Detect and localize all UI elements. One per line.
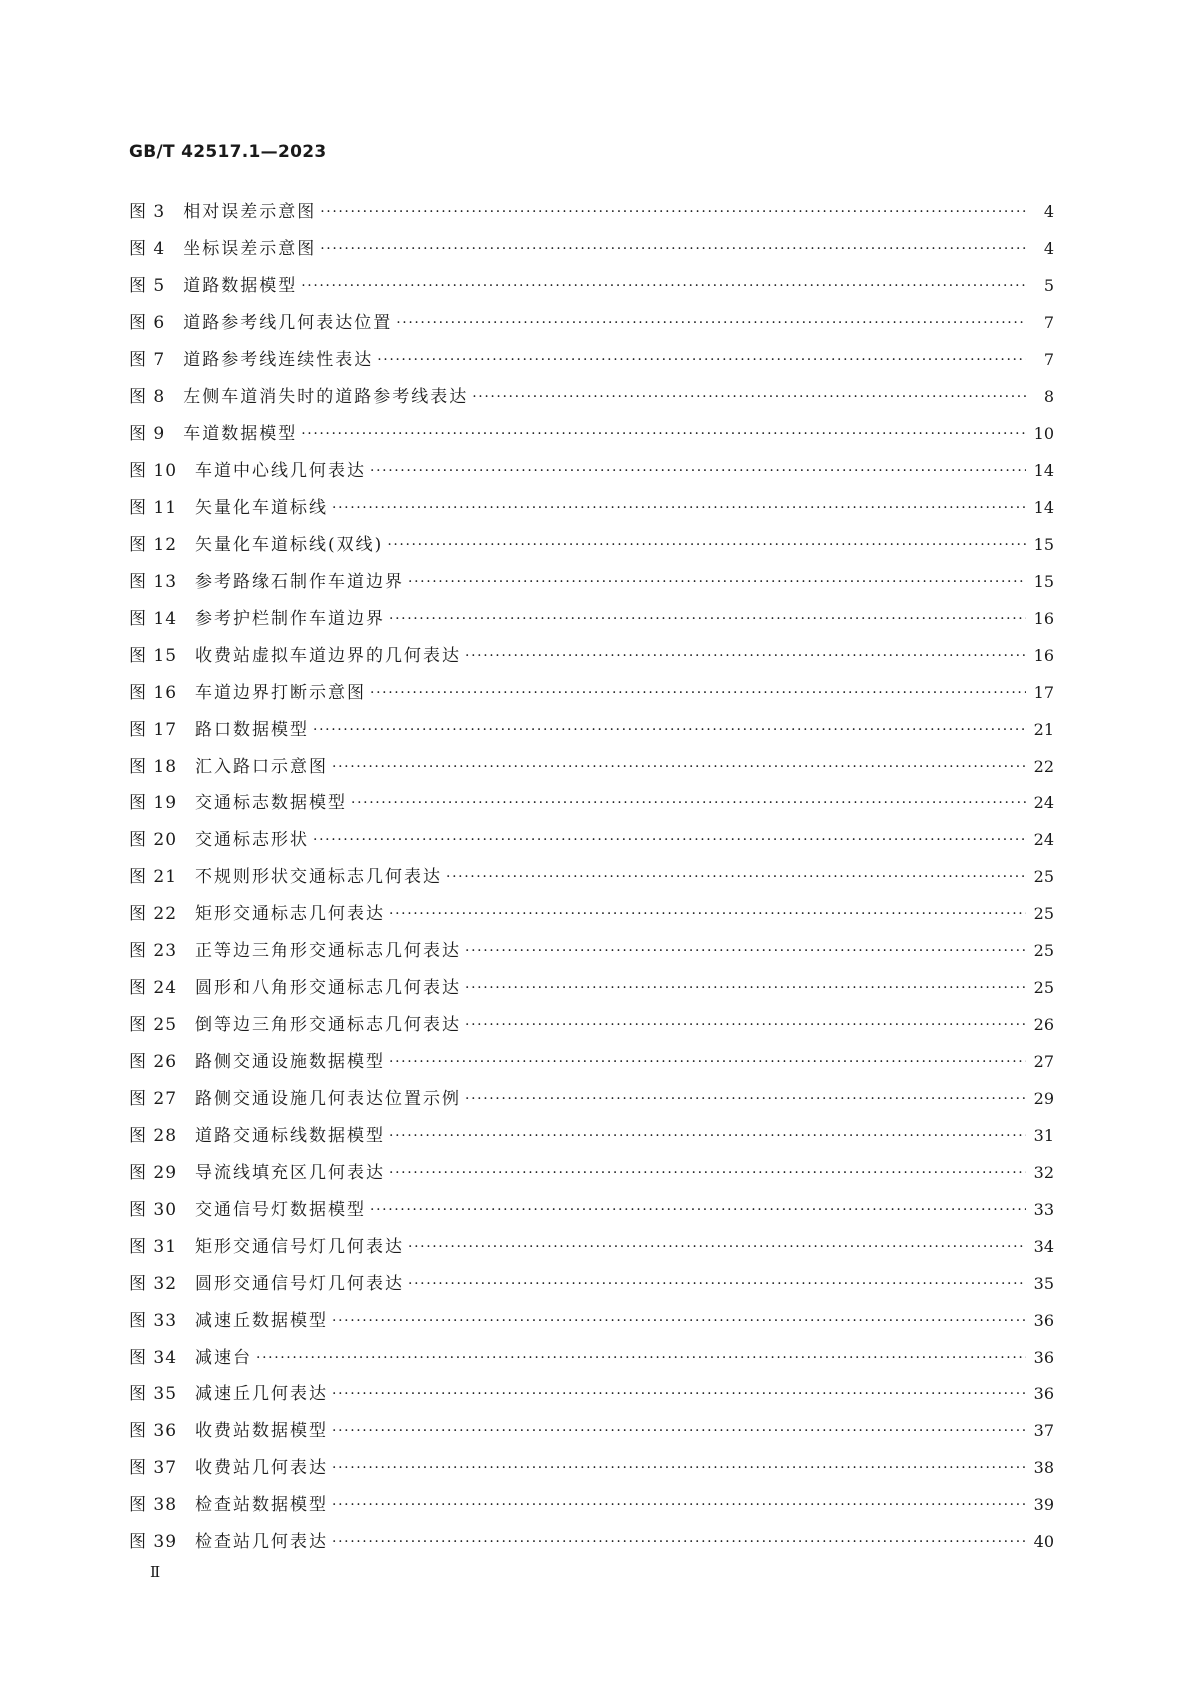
figure-number: 图 37: [129, 1458, 178, 1479]
dot-leader: [446, 867, 1026, 887]
toc-entry[interactable]: [129, 896, 1054, 933]
figure-number: 图 35: [129, 1384, 178, 1405]
dot-leader: [370, 1200, 1026, 1220]
toc-entry[interactable]: [129, 748, 1054, 785]
toc-entry[interactable]: [129, 1117, 1054, 1154]
page-number: 34: [1033, 1236, 1054, 1256]
figure-title: 坐标误差示意图: [183, 239, 317, 260]
figure-title: 道路数据模型: [183, 276, 298, 297]
figure-title: 道路参考线连续性表达: [183, 350, 374, 371]
figure-number: 图 32: [129, 1273, 178, 1294]
figure-number: 图 8: [129, 387, 166, 408]
figure-number: 图 39: [129, 1532, 178, 1553]
figure-number: 图 9: [129, 424, 166, 445]
figure-number: 图 17: [129, 719, 178, 740]
toc-entry[interactable]: [129, 1154, 1054, 1191]
figure-title: 收费站几何表达: [195, 1458, 329, 1479]
toc-entry[interactable]: [129, 822, 1054, 859]
page-number: 15: [1033, 534, 1054, 554]
figure-title: 圆形和八角形交通标志几何表达: [195, 978, 462, 999]
toc-entry[interactable]: [129, 1524, 1054, 1561]
page-number: 35: [1033, 1273, 1054, 1293]
page-number: 14: [1033, 461, 1054, 481]
figure-title: 交通标志数据模型: [195, 793, 348, 814]
dot-leader: [320, 202, 1026, 222]
figure-number: 图 36: [129, 1421, 178, 1442]
figure-number: 图 29: [129, 1162, 178, 1183]
page-number: 36: [1033, 1384, 1054, 1404]
figure-number: 图 23: [129, 941, 178, 962]
page-number: 4: [1043, 202, 1054, 222]
figure-number: 图 16: [129, 682, 178, 703]
figure-title: 参考护栏制作车道边界: [195, 608, 386, 629]
page-number: 25: [1033, 978, 1054, 998]
page-number: 26: [1033, 1015, 1054, 1035]
figure-title: 汇入路口示意图: [195, 756, 329, 777]
figure-number: 图 22: [129, 904, 178, 925]
toc-entry[interactable]: [129, 1339, 1054, 1376]
dot-leader: [313, 830, 1026, 850]
dot-leader: [387, 535, 1026, 555]
page-number: 7: [1043, 350, 1054, 370]
dot-leader: [377, 350, 1026, 370]
page-number: 40: [1033, 1532, 1054, 1552]
figure-title: 路侧交通设施数据模型: [195, 1052, 386, 1073]
toc-entry[interactable]: [129, 1044, 1054, 1081]
dot-leader: [472, 387, 1026, 407]
dot-leader: [389, 1163, 1026, 1183]
toc-entry[interactable]: [129, 194, 1054, 231]
figure-number: 图 14: [129, 608, 178, 629]
figure-number: 图 38: [129, 1495, 178, 1516]
page-number: 25: [1033, 941, 1054, 961]
page-number: 14: [1033, 497, 1054, 517]
toc-entry[interactable]: [129, 600, 1054, 637]
toc-entry[interactable]: [129, 1007, 1054, 1044]
figure-number: 图 25: [129, 1015, 178, 1036]
toc-entry[interactable]: [129, 563, 1054, 600]
dot-leader: [332, 1495, 1026, 1515]
figure-title: 收费站数据模型: [195, 1421, 329, 1442]
page-number: 17: [1033, 682, 1054, 702]
page-number: 5: [1043, 276, 1054, 296]
figure-title: 导流线填充区几何表达: [195, 1162, 386, 1183]
toc-entry[interactable]: [129, 1302, 1054, 1339]
page-number: 7: [1043, 313, 1054, 333]
figure-title: 路侧交通设施几何表达位置示例: [195, 1088, 462, 1109]
dot-leader: [301, 424, 1026, 444]
dot-leader: [396, 313, 1026, 333]
dot-leader: [465, 1089, 1026, 1109]
page-number: 4: [1043, 239, 1054, 259]
figure-title: 检查站几何表达: [195, 1532, 329, 1553]
page-number: 31: [1033, 1125, 1054, 1145]
dot-leader: [320, 239, 1026, 259]
figure-title: 减速台: [195, 1347, 253, 1368]
page-number: 16: [1033, 608, 1054, 628]
toc-entry[interactable]: [129, 490, 1054, 527]
toc-entry[interactable]: [129, 342, 1054, 379]
figure-title: 矢量化车道标线(双线): [195, 534, 384, 555]
page-number: 32: [1033, 1162, 1054, 1182]
page-number: 25: [1033, 904, 1054, 924]
figure-number: 图 27: [129, 1088, 178, 1109]
figure-number: 图 18: [129, 756, 178, 777]
figure-title: 车道中心线几何表达: [195, 461, 367, 482]
figure-title: 检查站数据模型: [195, 1495, 329, 1516]
toc-entry[interactable]: [129, 1191, 1054, 1228]
page-number: 39: [1033, 1495, 1054, 1515]
toc-entry[interactable]: [129, 231, 1054, 268]
figure-title: 矩形交通标志几何表达: [195, 904, 386, 925]
toc-entry[interactable]: [129, 1376, 1054, 1413]
figure-number: 图 20: [129, 830, 178, 851]
figure-number: 图 31: [129, 1236, 178, 1257]
page-number: 15: [1033, 571, 1054, 591]
page-number: 21: [1033, 719, 1054, 739]
page-number: 36: [1033, 1310, 1054, 1330]
figure-number: 图 5: [129, 276, 166, 297]
figure-title: 不规则形状交通标志几何表达: [195, 867, 443, 888]
dot-leader: [351, 793, 1026, 813]
dot-leader: [389, 904, 1026, 924]
toc-entry[interactable]: [129, 785, 1054, 822]
toc-entry[interactable]: [129, 268, 1054, 305]
figure-title: 减速丘数据模型: [195, 1310, 329, 1331]
figure-title: 收费站虚拟车道边界的几何表达: [195, 645, 462, 666]
page-folio: Ⅱ: [150, 1563, 161, 1581]
dot-leader: [389, 1052, 1026, 1072]
page-number: 8: [1043, 387, 1054, 407]
page-number: 27: [1033, 1052, 1054, 1072]
dot-leader: [389, 609, 1026, 629]
figure-number: 图 6: [129, 313, 166, 334]
dot-leader: [465, 1015, 1026, 1035]
toc-entry[interactable]: [129, 416, 1054, 453]
dot-leader: [332, 1458, 1026, 1478]
figure-number: 图 12: [129, 534, 178, 555]
toc-entry[interactable]: [129, 933, 1054, 970]
toc-entry[interactable]: [129, 1265, 1054, 1302]
figure-list: [129, 194, 1054, 1561]
figure-number: 图 33: [129, 1310, 178, 1331]
dot-leader: [370, 683, 1026, 703]
page-number: 29: [1033, 1088, 1054, 1108]
toc-entry[interactable]: [129, 305, 1054, 342]
dot-leader: [256, 1348, 1026, 1368]
toc-entry[interactable]: [129, 1228, 1054, 1265]
dot-leader: [465, 941, 1026, 961]
figure-title: 减速丘几何表达: [195, 1384, 329, 1405]
figure-number: 图 3: [129, 202, 166, 223]
toc-entry[interactable]: [129, 637, 1054, 674]
figure-number: 图 34: [129, 1347, 178, 1368]
figure-title: 矩形交通信号灯几何表达: [195, 1236, 405, 1257]
figure-title: 车道边界打断示意图: [195, 682, 367, 703]
figure-title: 车道数据模型: [183, 424, 298, 445]
page-number: 24: [1033, 793, 1054, 813]
figure-title: 路口数据模型: [195, 719, 310, 740]
toc-entry[interactable]: [129, 859, 1054, 896]
toc-entry[interactable]: [129, 453, 1054, 490]
page-number: 10: [1033, 424, 1054, 444]
toc-entry[interactable]: [129, 379, 1054, 416]
page-number: 22: [1033, 756, 1054, 776]
figure-number: 图 24: [129, 978, 178, 999]
toc-entry[interactable]: [129, 674, 1054, 711]
dot-leader: [465, 978, 1026, 998]
dot-leader: [389, 1126, 1026, 1146]
figure-number: 图 13: [129, 571, 178, 592]
dot-leader: [332, 498, 1026, 518]
toc-entry[interactable]: [129, 1450, 1054, 1487]
dot-leader: [332, 1532, 1026, 1552]
figure-title: 左侧车道消失时的道路参考线表达: [183, 387, 469, 408]
dot-leader: [332, 1384, 1026, 1404]
figure-number: 图 19: [129, 793, 178, 814]
figure-title: 参考路缘石制作车道边界: [195, 571, 405, 592]
figure-number: 图 11: [129, 497, 178, 518]
toc-entry[interactable]: [129, 1081, 1054, 1118]
figure-number: 图 10: [129, 461, 178, 482]
figure-title: 道路参考线几何表达位置: [183, 313, 393, 334]
figure-number: 图 21: [129, 867, 178, 888]
figure-title: 圆形交通信号灯几何表达: [195, 1273, 405, 1294]
figure-number: 图 28: [129, 1125, 178, 1146]
figure-title: 道路交通标线数据模型: [195, 1125, 386, 1146]
toc-entry[interactable]: [129, 711, 1054, 748]
figure-title: 矢量化车道标线: [195, 497, 329, 518]
dot-leader: [408, 1274, 1026, 1294]
dot-leader: [408, 572, 1026, 592]
figure-title: 正等边三角形交通标志几何表达: [195, 941, 462, 962]
dot-leader: [370, 461, 1026, 481]
dot-leader: [313, 720, 1026, 740]
figure-title: 交通信号灯数据模型: [195, 1199, 367, 1220]
toc-entry[interactable]: [129, 970, 1054, 1007]
figure-number: 图 7: [129, 350, 166, 371]
toc-entry[interactable]: [129, 1413, 1054, 1450]
page-number: 37: [1033, 1421, 1054, 1441]
page-number: 16: [1033, 645, 1054, 665]
dot-leader: [301, 276, 1026, 296]
figure-title: 倒等边三角形交通标志几何表达: [195, 1015, 462, 1036]
page-number: 33: [1033, 1199, 1054, 1219]
dot-leader: [408, 1237, 1026, 1257]
figure-number: 图 4: [129, 239, 166, 260]
dot-leader: [332, 1421, 1026, 1441]
figure-title: 交通标志形状: [195, 830, 310, 851]
page-number: 38: [1033, 1458, 1054, 1478]
dot-leader: [465, 646, 1026, 666]
toc-entry[interactable]: [129, 526, 1054, 563]
toc-entry[interactable]: [129, 1487, 1054, 1524]
page-number: 36: [1033, 1347, 1054, 1367]
standard-code: GB/T 42517.1—2023: [129, 142, 327, 162]
dot-leader: [332, 1311, 1026, 1331]
dot-leader: [332, 757, 1026, 777]
figure-number: 图 30: [129, 1199, 178, 1220]
page-number: 25: [1033, 867, 1054, 887]
figure-number: 图 26: [129, 1052, 178, 1073]
figure-title: 相对误差示意图: [183, 202, 317, 223]
page-number: 24: [1033, 830, 1054, 850]
figure-number: 图 15: [129, 645, 178, 666]
